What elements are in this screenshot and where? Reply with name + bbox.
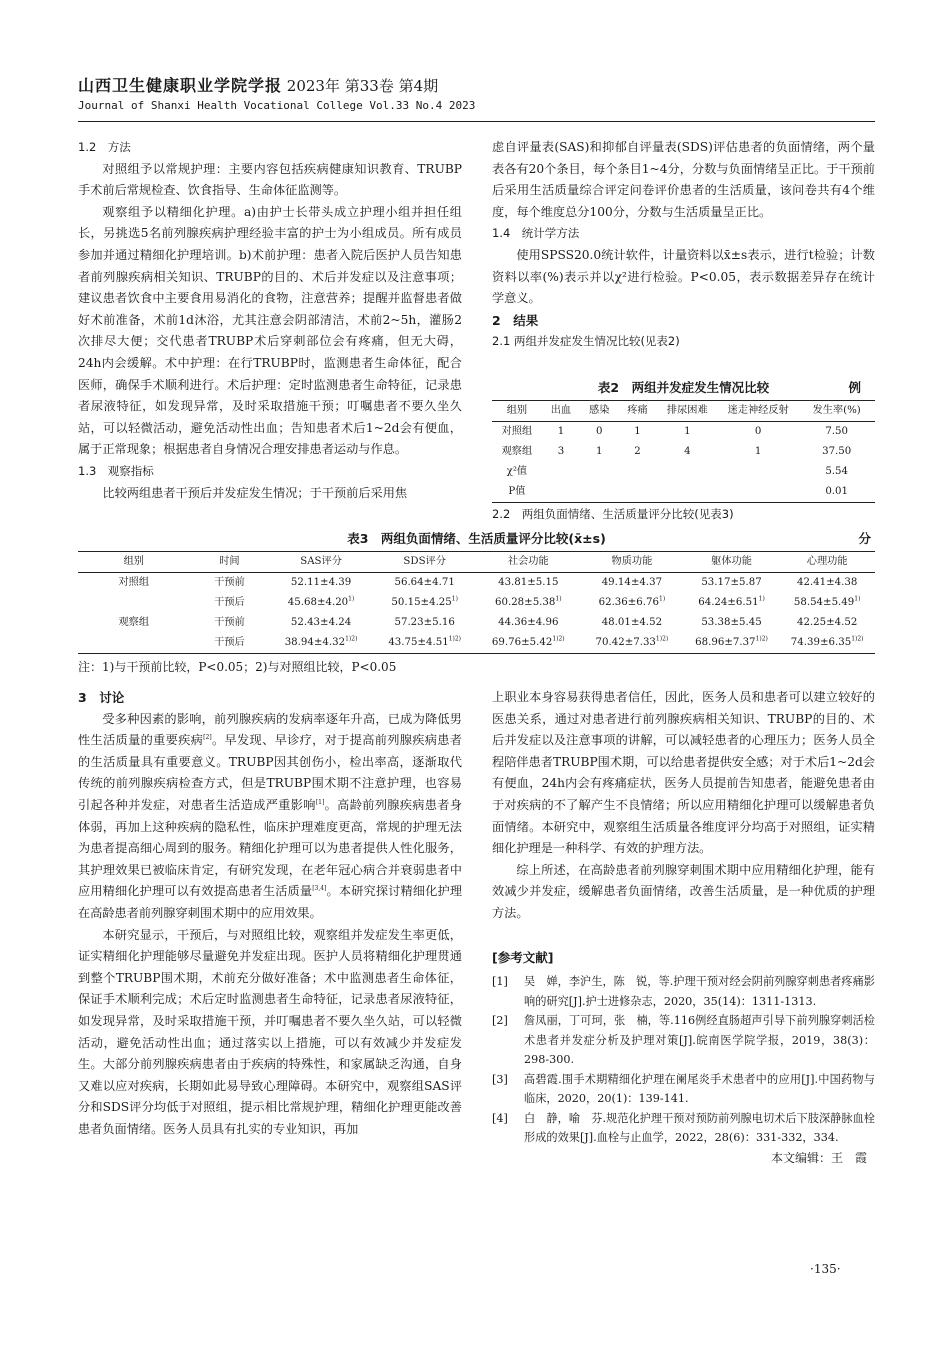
text-run: 。本研究探讨精细化护理在高龄患者前列腺穿刺围术期中的应用效果。 — [78, 884, 463, 920]
paragraph: 本研究显示，干预后，与对照组比较，观察组并发症发生率更低，证实精细化护理能够尽量避免并发症出现。医护人员将精细化护理贯通到整个TRUBP围术期，术前充分做好准备；术中监测患者生命体征，保证手术顺利完成；术后定时监测患者生命特征，记录患者尿液特征，如发现异常，及时采取措施干预，并叮嘱患者不要久坐久站，可以轻微活动，避免活动性出血；通过落实以上措施，可以有效减少并发症发生。大部分前列腺疾病患者由于疾病的特殊性，和家属缺乏沟通，自身又难以应对疾病，长期如此易导致心理障碍。本研究中，观察组SAS评分和SDS评分均低于对照组，提示相比常规护理，精细化护理更能改善患者负面情绪。医务人员具有扎实的专业知识，再加 — [78, 927, 462, 1136]
cell-value: 53.17±5.87 — [701, 577, 762, 588]
cell-value: 52.11±4.39 — [290, 577, 352, 588]
table-2-header-cell: 感染 — [580, 401, 618, 422]
table-cell — [580, 482, 618, 503]
section-2-title: 2 结果 — [492, 312, 539, 328]
table-cell — [657, 462, 718, 482]
table-cell: 0 — [754, 426, 762, 437]
cell-value: 42.41±4.38 — [796, 577, 858, 588]
table-cell — [373, 633, 477, 654]
cell-value: 对照组 — [118, 577, 150, 588]
table-cell — [190, 613, 270, 633]
table-cell — [476, 613, 580, 633]
table-2-grid — [492, 400, 875, 503]
significance-mark: 1)2) — [448, 635, 462, 643]
table-cell — [718, 482, 798, 503]
journal-name-cn: 山西卫生健康职业学院学报 — [78, 76, 283, 95]
table-cell — [580, 613, 684, 633]
significance-mark: 1) — [451, 595, 458, 603]
table-2-header-cell: 出血 — [542, 401, 580, 422]
table-cell — [779, 613, 875, 633]
table-cell: 3 — [557, 446, 565, 457]
right-column-top — [492, 137, 875, 353]
text-run: 受多种因素的影响，前列腺疾病的发病率逐年升高，已成为降低男性生活质量的重要疾病 — [78, 711, 462, 748]
table-3-header-cell: 心理功能 — [779, 552, 875, 573]
table-3-header-cell: 时间 — [190, 552, 270, 573]
text-run: 。早发现、早诊疗，对于提高前列腺疾病患者的生活质量具有重要意义。TRUBP因其创伤小，检出率高，逐渐取代传统的前列腺疾病检查方式，但是TRUBP围术期不注意护理，也容易引起各种并发症，对患者生活造成严重影响 — [78, 733, 463, 812]
significance-mark: 1)2) — [755, 635, 768, 643]
cell-value: 58.54±5.49 — [793, 597, 855, 608]
paragraph: 使用SPSS20.0统计软件，计量资料以x̄±s表示，进行t检验；计数资料以率(%)表示并以χ²进行检验。P<0.05，表示数据差异存在统计学意义。 — [492, 247, 875, 306]
table-cell: 1 — [684, 426, 691, 437]
cell-value: 49.14±4.37 — [601, 577, 663, 588]
table-cell — [684, 573, 780, 594]
reference-item — [492, 1070, 875, 1109]
table-cell — [269, 593, 373, 613]
table-cell — [78, 633, 190, 654]
left-column-top — [78, 137, 462, 504]
right-column-bottom — [492, 687, 875, 1169]
table-cell: P值 — [492, 482, 542, 503]
section-3-title: 3 讨论 — [78, 690, 125, 705]
cell-value: 43.81±5.15 — [498, 577, 559, 588]
header-rule — [78, 121, 875, 122]
table-2-header-cell: 疼痛 — [618, 401, 656, 422]
table-cell — [657, 482, 718, 503]
table-cell: 7.50 — [825, 426, 849, 437]
cell-value: 74.39±6.35 — [790, 637, 852, 648]
table-row — [492, 482, 875, 503]
table-3-caption-text: 表3 两组负面情绪、生活质量评分比较(x̄±s) — [347, 531, 606, 546]
reference-text: 高碧霞.围手术期精细化护理在阑尾炎手术患者中的应用[J].中国药物与临床，2020，20(1)：139-141. — [524, 1072, 875, 1106]
paragraph: 综上所述，在高龄患者前列腺穿刺围术期中应用精细化护理，能有效减少并发症，缓解患者负面情绪，改善生活质量，是一种优质的护理方法。 — [492, 862, 875, 920]
table-3-header-cell: 组别 — [78, 552, 190, 573]
section-1-2-title: 1.2 方法 — [78, 140, 131, 154]
table-2-header-cell: 迷走神经反射 — [718, 401, 798, 422]
header-line-en — [78, 98, 878, 114]
table-cell — [476, 633, 580, 654]
table-cell — [190, 593, 270, 613]
editor-credit: 本文编辑：王 霞 — [770, 1150, 867, 1165]
cell-value: 干预后 — [214, 597, 245, 608]
table-2-header-cell: 组别 — [492, 401, 542, 422]
paragraph: 比较两组患者干预后并发症发生情况；于干预前后采用焦 — [102, 485, 408, 500]
table-cell — [580, 593, 684, 613]
significance-mark: 1) — [348, 595, 355, 603]
table-cell — [684, 593, 780, 613]
citation: [3,4] — [312, 885, 327, 893]
reference-number: [3] — [492, 1072, 508, 1086]
reference-text: 白 静，喻 芬.规范化护理干预对预防前列腺电切术后下肢深静脉血栓形成的效果[J].血栓与止血学，2022，28(6)：331-332，334. — [524, 1111, 875, 1145]
reference-number: [2] — [492, 1014, 508, 1028]
journal-name-en: Journal of Shanxi Health Vocational College — [78, 99, 363, 112]
table-cell — [476, 573, 580, 594]
cell-value: 62.36±6.76 — [598, 597, 659, 608]
reference-number: [4] — [492, 1111, 508, 1125]
citation: [1] — [315, 798, 325, 806]
table-cell — [190, 633, 270, 654]
page-number: ·135· — [810, 1262, 841, 1276]
paragraph: 对照组予以常规护理：主要内容包括疾病健康知识教育、TRUBP手术前后常规检查、饮食指导、生命体征监测等。 — [78, 161, 462, 198]
table-cell: 2 — [634, 446, 641, 457]
table-row — [78, 573, 875, 594]
cell-value: 52.43±4.24 — [290, 617, 352, 628]
table-row — [78, 613, 875, 633]
table-row — [492, 422, 875, 443]
cell-value: 50.15±4.25 — [391, 597, 452, 608]
table-cell — [779, 593, 875, 613]
table-cell: 1 — [557, 426, 565, 437]
table-cell: χ²值 — [506, 466, 528, 477]
table-2-header-cell: 发生率(%) — [798, 401, 875, 422]
table-cell — [476, 593, 580, 613]
table-2-header-cell: 排尿困难 — [657, 401, 718, 422]
issue-cn: 2023年 第33卷 第4期 — [286, 77, 439, 95]
cell-value: 43.75±4.51 — [388, 637, 449, 648]
text-run: 。高龄前列腺疾病患者身体弱，再加上这种疾病的隐私性，临床护理难度更高，常规的护理无法为患者提高细心周到的服务。精细化护理可以为患者提供人性化服务，其护理效果已被临床肯定，有研究发现，在老年冠心病合并衰弱患者中应用精细化护理可以有效提高患者生活质量 — [78, 797, 463, 899]
table-row — [492, 462, 875, 482]
table-cell — [373, 593, 477, 613]
table-row — [492, 442, 875, 462]
significance-mark: 1)2) — [851, 635, 864, 643]
cell-value: 48.01±4.52 — [601, 617, 663, 628]
significance-mark: 1)2) — [552, 635, 565, 643]
table-2 — [492, 378, 875, 503]
table-cell — [618, 482, 656, 503]
cell-value: 45.68±4.20 — [287, 597, 349, 608]
cell-value: 干预前 — [214, 617, 245, 628]
table-cell — [779, 633, 875, 654]
significance-mark: 1) — [854, 595, 861, 603]
reference-text: 詹凤丽，丁可珂，张 楠，等.116例经直肠超声引导下前列腺穿刺活检术患者并发症分析及护理对策[J].皖南医学院学报，2019，38(3)：298-300. — [524, 1014, 875, 1067]
table-cell — [779, 573, 875, 594]
cell-value: 57.23±5.16 — [394, 617, 455, 628]
table-cell: 0.01 — [798, 482, 875, 503]
table-3-header-cell: SAS评分 — [269, 552, 373, 573]
table-3-header-cell: 物质功能 — [580, 552, 684, 573]
table-2-caption-text: 表2 两组并发症发生情况比较 — [597, 380, 770, 395]
table-3-unit: 分 — [858, 531, 871, 546]
paragraph — [78, 709, 462, 925]
table-cell — [684, 613, 780, 633]
table-2-unit: 例 — [848, 380, 861, 395]
cell-value: 38.94±4.32 — [284, 637, 346, 648]
section-2-1-title: 2.1 两组并发症发生情况比较(见表2) — [492, 334, 680, 349]
reference-text: 吴 婵，李沪生，陈 锐，等.护理干预对经会阴前列腺穿刺患者疼痛影响的研究[J].护士进修杂志，2020，35(14)：1311-1313. — [524, 975, 875, 1008]
table-3 — [78, 529, 875, 677]
table-cell: 1 — [634, 426, 641, 437]
table-row — [78, 633, 875, 654]
significance-mark: 1) — [555, 595, 562, 603]
significance-mark: 1)2) — [345, 635, 358, 643]
paragraph: 虑自评量表(SAS)和抑郁自评量表(SDS)评估患者的负面情绪，两个量表各有20个条目，每个条目1~4分，分数与负面情绪呈正比。于干预前后采用生活质量综合评定问卷评价患者的生活质量，该问卷共有4个维度，每个维度总分100分，分数与生活质量呈正比。 — [492, 140, 875, 219]
table-cell — [78, 613, 190, 633]
table-cell: 观察组 — [501, 446, 533, 457]
cell-value: 53.38±5.45 — [701, 617, 762, 628]
table-cell: 37.50 — [822, 446, 852, 457]
references-list — [492, 972, 875, 1148]
left-column-bottom — [78, 687, 462, 1140]
reference-number: [1] — [492, 975, 508, 989]
table-row — [78, 593, 875, 613]
cell-value: 68.96±7.37 — [695, 637, 756, 648]
table-cell — [78, 573, 190, 594]
references-title: [参考文献] — [492, 949, 554, 965]
table-cell: 5.54 — [825, 466, 849, 477]
cell-value: 观察组 — [118, 617, 150, 628]
table-cell — [269, 633, 373, 654]
table-cell — [718, 462, 798, 482]
reference-item — [492, 1109, 875, 1148]
table-cell — [373, 613, 477, 633]
citation: [2] — [203, 734, 212, 742]
table-cell — [78, 593, 190, 613]
table-cell: 1 — [595, 446, 603, 457]
table-cell: 对照组 — [501, 426, 533, 437]
cell-value: 60.28±5.38 — [495, 597, 556, 608]
cell-value: 干预前 — [214, 577, 245, 588]
journal-header — [78, 76, 878, 114]
significance-mark: 1) — [659, 595, 666, 603]
cell-value: 64.24±6.51 — [698, 597, 759, 608]
table-cell — [373, 573, 477, 594]
table-3-caption — [78, 529, 875, 547]
table-cell — [542, 462, 580, 482]
table-cell — [542, 482, 580, 503]
table-cell — [190, 573, 270, 594]
issue-en: Vol.33 No.4 2023 — [369, 99, 476, 112]
section-2-2 — [492, 504, 875, 526]
significance-mark: 1)2) — [655, 635, 669, 643]
table-3-header-cell: 躯体功能 — [684, 552, 780, 573]
table-cell — [618, 462, 656, 482]
table-cell: 0 — [595, 426, 603, 437]
table-cell: 4 — [684, 446, 691, 457]
section-1-4-title: 1.4 统计学方法 — [492, 226, 580, 241]
table-3-grid — [78, 551, 875, 654]
paragraph: 上职业本身容易获得患者信任，因此，医务人员和患者可以建立较好的医患关系，通过对患者进行前列腺疾病相关知识、TRUBP的目的、术后并发症以及注意事项的讲解，可以减轻患者的心理压力；医务人员全程陪伴患者TRUBP围术期，可以给患者提供安全感；对于术后1~2d会有便血，24h内会有疼痛症状，医务人员提前告知患者，能避免患者由于对疾病的不了解产生不良情绪；所以应用精细化护理可以缓解患者负面情绪。本研究中，观察组生活质量各维度评分均高于对照组，证实精细化护理是一种科学、有效的护理方法。 — [492, 690, 875, 856]
cell-value: 42.25±4.52 — [796, 617, 858, 628]
table-3-header-cell: SDS评分 — [373, 552, 477, 573]
cell-value: 69.76±5.42 — [491, 637, 553, 648]
table-3-header-cell: 社会功能 — [476, 552, 580, 573]
table-cell — [269, 573, 373, 594]
table-cell — [580, 633, 684, 654]
significance-mark: 1) — [758, 595, 765, 603]
table-cell — [580, 573, 684, 594]
table-cell — [580, 462, 618, 482]
section-2-2-title: 2.2 两组负面情绪、生活质量评分比较(见表3) — [492, 507, 734, 521]
table-3-note: 注：1)与干预前比较，P<0.05；2)与对照组比较，P<0.05 — [78, 660, 397, 674]
reference-item — [492, 1011, 875, 1070]
paragraph: 观察组予以精细化护理。a)由护士长带头成立护理小组并担任组长，另挑选5名前列腺疾病护理经验丰富的护士为小组成员。所有成员参加并通过精细化护理培训。b)术前护理：患者入院后医护人员告知患者前列腺疾病相关知识、TRUBP的目的、术后并发症以及注意事项；建议患者饮食中主要食用易消化的食物，注意营养；提醒并监督患者做好术前准备，术前1d沐浴，尤其注意会阴部清洁，术前2~5h，灌肠2次排尽大便；交代患者TRUBP术后穿刺部位会有疼痛，但无大碍，24h内会缓解。术中护理：在行TRUBP时，监测患者生命体征，配合医师，确保手术顺利进行。术后护理：定时监测患者生命特征，记录患者尿液特征，如发现异常，及时采取措施干预；叮嘱患者不要久坐久站，可以轻微活动，避免活动性出血；告知患者术后1~2d会有便血，属于正常现象；根据患者自身情况合理安排患者运动与作息。 — [78, 204, 462, 457]
section-1-3-title: 1.3 观察指标 — [78, 463, 154, 478]
cell-value: 44.36±4.96 — [498, 617, 559, 628]
table-cell — [684, 633, 780, 654]
cell-value: 干预后 — [214, 637, 245, 648]
cell-value: 70.42±7.33 — [595, 637, 656, 648]
cell-value: 56.64±4.71 — [394, 577, 455, 588]
header-line-cn — [78, 76, 878, 96]
table-cell: 1 — [754, 446, 762, 457]
reference-item — [492, 972, 875, 1011]
table-cell — [269, 613, 373, 633]
table-2-caption — [492, 378, 875, 396]
